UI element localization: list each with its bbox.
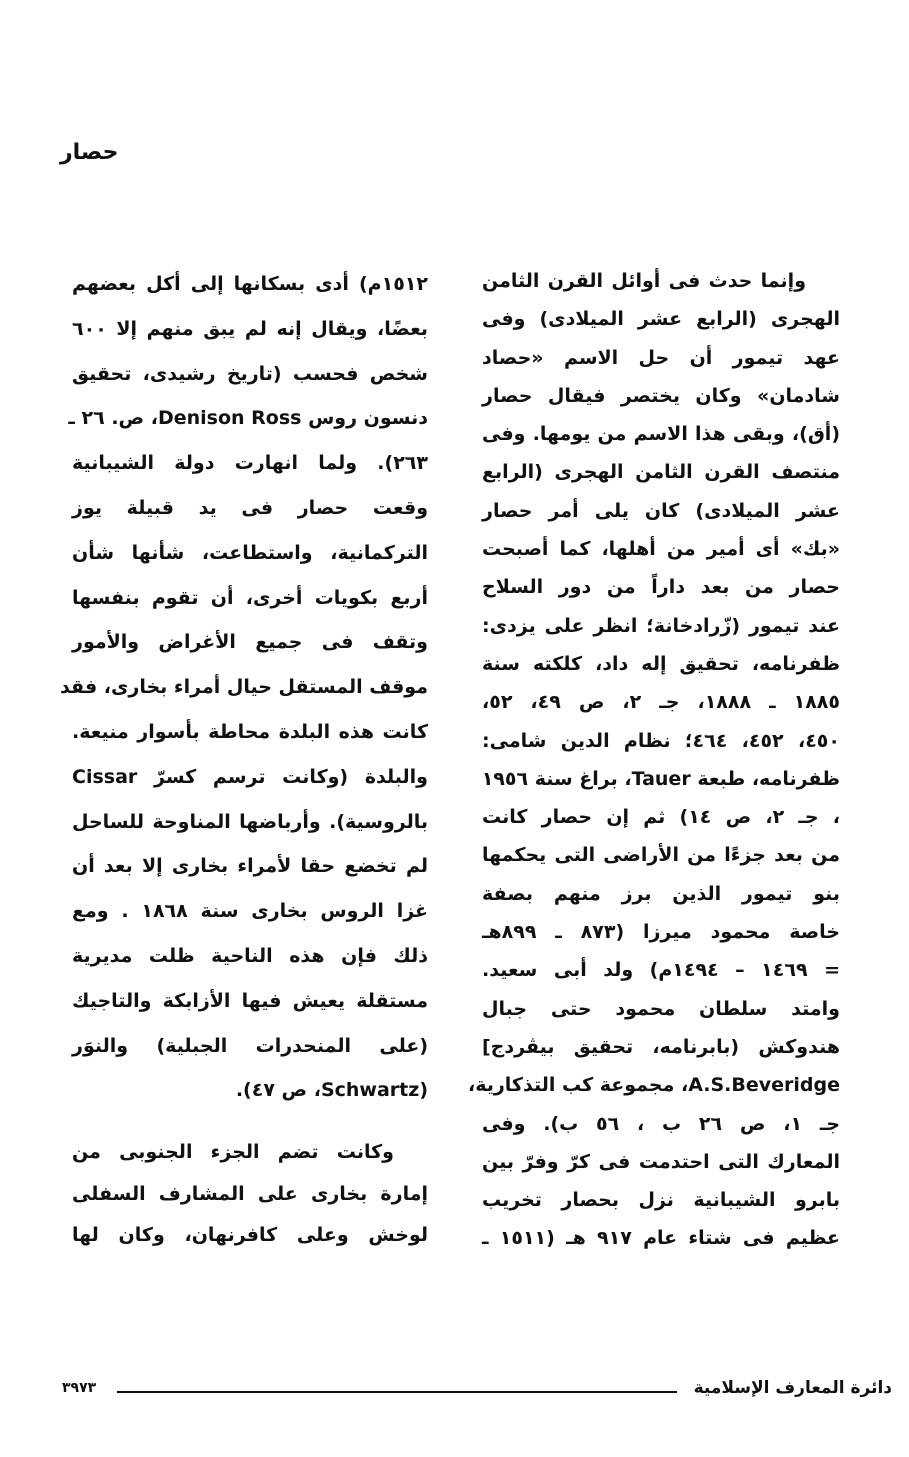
page-footer [62,1378,892,1404]
publication-title: دائرة المعارف الإسلامية [693,1378,892,1398]
text-line: ذلك فإن هذه الناحية ظلت مديرية [72,944,428,967]
text-line: غزا الروس بخارى سنة ١٨٦٨ . ومع [72,900,428,923]
text-line: ١٥١٢م) أدى بسكانها إلى أكل بعضهم [72,273,428,295]
left-paragraph-2 [72,1132,428,1257]
text-line: مستقلة يعيش فيها الأزابكة والتاجيك [72,989,428,1012]
text-line: عظيم فى شتاء عام ٩١٧ هـ (١٥١١ ـ [482,1227,841,1250]
text-line: الهجرى (الرابع عشر الميلادى) وفى [482,308,840,331]
text-line: شخص فحسب (تاريخ رشيدى، تحقيق [72,362,428,385]
text-line: حصار من بعد داراً من دور السلاح [482,576,840,599]
text-line: منتصف القرن الثامن الهجرى (الرابع [482,461,840,484]
left-column [60,262,428,1246]
text-line: ظفرنامه، تحقيق إله داد، كلكته سنة [482,652,840,675]
text-line: A.S.Beveridge، مجموعة كب التذكارية، [467,1074,840,1097]
text-line: دنسون روس Denison Ross، ص. ٢٦ ـ [68,407,428,430]
text-line: التركمانية، واستطاعت، شأنها شأن [72,541,428,564]
text-line: وإنما حدث فى أوائل القرن الثامن [482,270,806,292]
text-line: بعضًا، ويقال إنه لم يبق منهم إلا ٦٠٠ [72,317,428,340]
text-line: بالروسية). وأرباضها المناوحة للساحل [72,810,428,833]
text-line: عشر الميلادى) كان يلى أمر حصار [482,499,840,522]
page-number: ٣٩٧٣ [62,1380,97,1396]
text-line: موقف المستقل حيال أمراء بخارى، فقد [60,676,428,699]
text-line: أربع بكويات أخرى، أن تقوم بنفسها [72,586,428,609]
text-line: (أق)، وبقى هذا الاسم من يومها. وفى [482,423,840,446]
text-line: ٢٦٣). ولما انهارت دولة الشيبانية [72,452,428,475]
left-paragraph-1 [60,262,428,1113]
text-line: ١٨٨٥ ـ ١٨٨٨، جـ ٢، ص ٤٩، ٥٢، [482,691,840,714]
right-column [467,262,841,1258]
text-line: وتقف فى جميع الأغراض والأمور [72,631,428,654]
text-line: بنو تيمور الذين برز منهم بصفة [482,882,840,905]
text-line: ، جـ ٢، ص ١٤) ثم إن حصار كانت [482,806,840,829]
running-title: حصار [60,140,119,165]
text-line: (Schwartz، ص ٤٧). [235,1079,428,1102]
text-line: هندوكش (بابرنامه، تحقيق بيڤردج] [482,1035,840,1058]
text-line: إمارة بخارى على المشارف السفلى [72,1182,428,1205]
text-line: ظفرنامه، طبعة Tauer، براغ سنة ١٩٥٦ [481,767,840,790]
text-line: وقعت حصار فى يد قبيلة يوز [72,496,428,519]
text-line: من بعد جزءًا من الأراضى التى يحكمها [482,844,840,867]
text-line: جـ ١، ص ٢٦ ب ، ٥٦ ب). وفى [482,1112,841,1135]
text-line: والبلدة (وكانت ترسم كسرّ Cissar [72,765,428,788]
text-line: = ١٤٦٩ – ١٤٩٤م) ولد أبى سعيد. [482,959,840,982]
footer-rule [117,1391,677,1393]
text-line: المعارك التى احتدمت فى كرّ وفرّ بين [482,1150,840,1173]
text-line: شادمان» وكان يختصر فيقال حصار [482,384,840,407]
text-line: لوخش وعلى كافرنهان، وكان لها [72,1224,428,1246]
text-line: عهد تيمور أن حل الاسم «حصاد [482,346,840,369]
text-line: خاصة محمود ميرزا (٨٧٣ ـ ٨٩٩هـ [482,921,840,944]
text-line: (على المنحدرات الجبلية) والنوَر [72,1034,428,1057]
text-line: بابرو الشيبانية نزل بحصار تخريب [482,1189,840,1212]
text-line: كانت هذه البلدة محاطة بأسوار منيعة. [72,720,428,743]
text-line: لم تخضع حقا لأمراء بخارى إلا بعد أن [72,855,428,878]
text-line: عند تيمور (زّرادخانة؛ انظر على يزدى: [482,614,840,637]
text-line: وكانت تضم الجزء الجنوبى من [72,1141,394,1163]
text-line: ٤٥٠، ٤٥٢، ٤٦٤؛ نظام الدين شامى: [482,729,840,752]
text-line: وامتد سلطان محمود حتى جبال [482,997,840,1020]
text-line: «بك» أى أمير من أهلها، كما أصبحت [482,538,840,561]
